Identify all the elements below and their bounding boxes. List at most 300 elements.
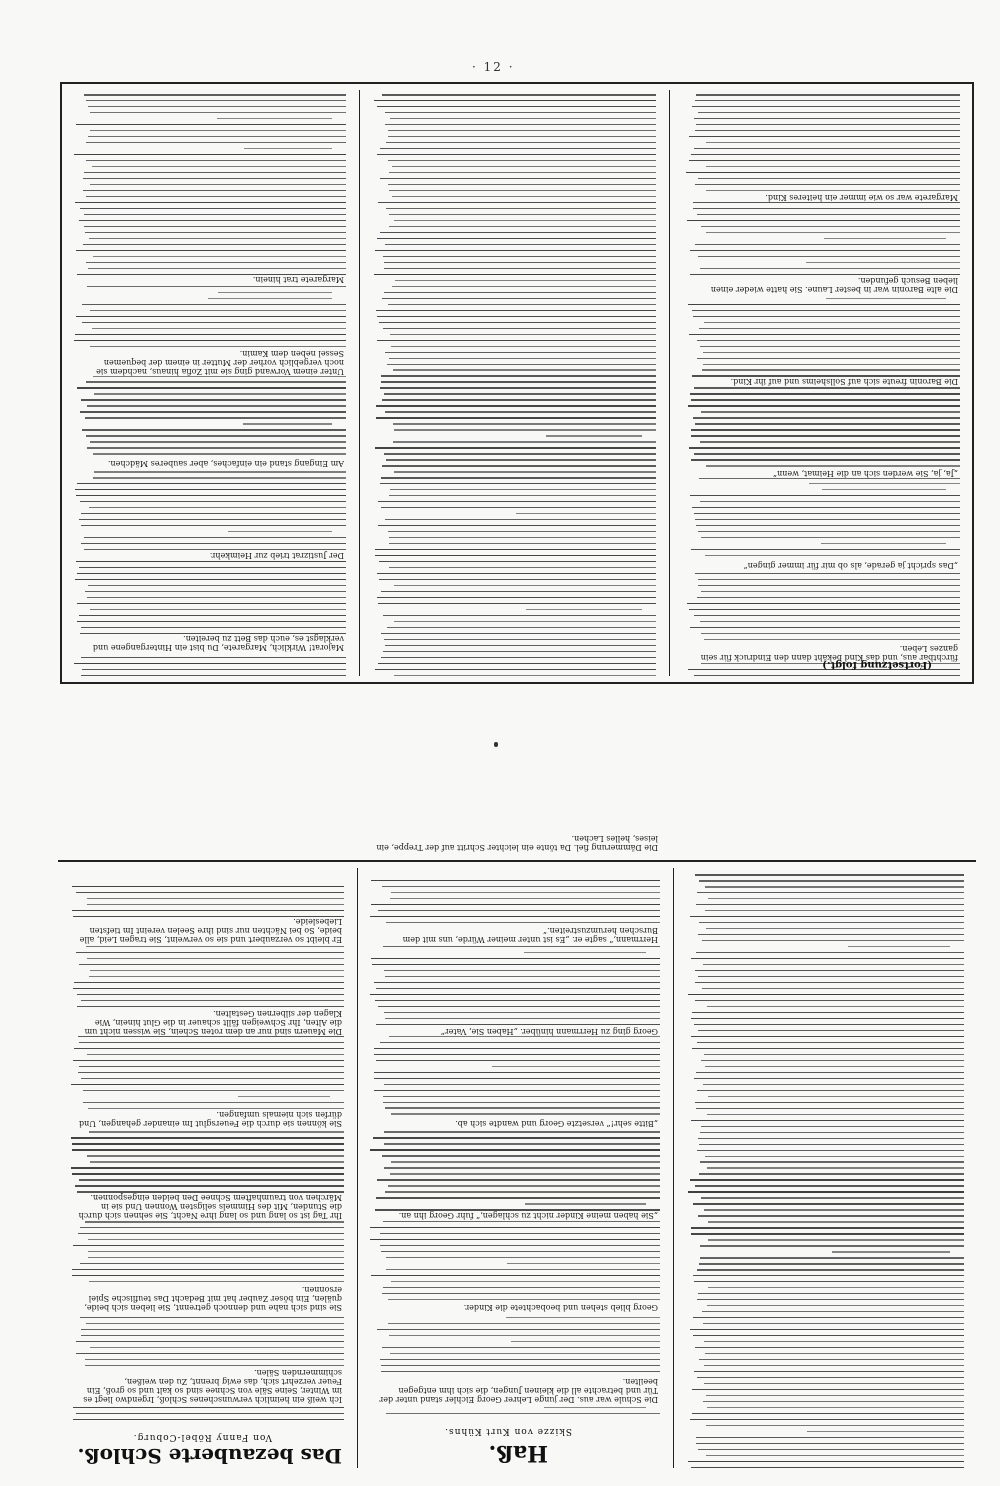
text-line bbox=[691, 1018, 964, 1019]
text-line bbox=[377, 340, 656, 341]
text-line bbox=[85, 1365, 344, 1366]
text-line bbox=[389, 537, 656, 538]
text-line bbox=[373, 1137, 660, 1138]
text-line bbox=[706, 190, 960, 191]
text-line bbox=[80, 1263, 344, 1264]
text-line bbox=[704, 1054, 964, 1055]
text-line bbox=[386, 1257, 660, 1258]
text-line bbox=[695, 184, 960, 185]
text-line bbox=[697, 340, 960, 341]
text-line bbox=[374, 1054, 660, 1055]
text-line bbox=[79, 220, 346, 221]
text-line bbox=[695, 244, 960, 245]
text-line bbox=[506, 1317, 660, 1318]
text-line bbox=[700, 1245, 964, 1246]
upper-article-box bbox=[60, 82, 974, 684]
text-line bbox=[82, 669, 346, 670]
text-block bbox=[374, 90, 656, 676]
text-line bbox=[73, 1419, 344, 1420]
text-line bbox=[692, 1413, 964, 1414]
text-line bbox=[388, 1299, 660, 1300]
text-line bbox=[701, 621, 961, 622]
text-line bbox=[692, 106, 960, 107]
text-line bbox=[524, 952, 646, 953]
text-line bbox=[706, 232, 960, 233]
text-line bbox=[701, 537, 960, 538]
text-line bbox=[383, 256, 656, 257]
text-line bbox=[389, 226, 656, 227]
text-line bbox=[691, 435, 960, 436]
story-column-2 bbox=[362, 834, 668, 1474]
text-line bbox=[228, 531, 332, 532]
text-line bbox=[690, 250, 960, 251]
text-line bbox=[389, 543, 656, 544]
text-line bbox=[378, 603, 656, 604]
text-line bbox=[384, 292, 656, 293]
text-line bbox=[377, 597, 656, 598]
text-line bbox=[77, 603, 346, 604]
text-line bbox=[707, 1006, 964, 1007]
text-line bbox=[703, 1401, 964, 1402]
paragraph: Die Dämmerung fiel. Da tönte ein leichter Schritt auf der Treppe, ein leises, helles Lachen. bbox=[370, 834, 660, 852]
text-line bbox=[380, 1233, 660, 1234]
text-line bbox=[389, 214, 656, 215]
text-line bbox=[688, 304, 960, 305]
text-line bbox=[697, 1377, 964, 1378]
text-line bbox=[708, 1287, 964, 1288]
text-line bbox=[393, 423, 656, 424]
text-line bbox=[697, 214, 960, 215]
text-line bbox=[86, 196, 346, 197]
text-line bbox=[71, 1137, 344, 1138]
text-line bbox=[507, 1263, 660, 1264]
text-line bbox=[388, 531, 656, 532]
text-line bbox=[90, 970, 344, 971]
text-line bbox=[84, 214, 346, 215]
text-line bbox=[383, 946, 660, 947]
text-line bbox=[82, 304, 346, 305]
text-line bbox=[698, 585, 960, 586]
text-line bbox=[696, 525, 960, 526]
text-line bbox=[78, 1233, 344, 1234]
text-line bbox=[695, 1102, 964, 1103]
text-line bbox=[822, 489, 946, 490]
text-line bbox=[81, 627, 346, 628]
text-line bbox=[389, 190, 656, 191]
text-line bbox=[696, 952, 964, 953]
paragraph: Majorat! Wirklich, Margarete, Du bist ein Hintergangene und verklagst es, euch das Bett zu bereiten. bbox=[74, 634, 346, 652]
text-line bbox=[87, 286, 346, 287]
text-line bbox=[703, 1323, 964, 1324]
text-line bbox=[691, 399, 960, 400]
text-line bbox=[693, 202, 960, 203]
text-line bbox=[694, 387, 960, 388]
text-line bbox=[832, 1251, 950, 1252]
text-line bbox=[391, 346, 656, 347]
text-line bbox=[698, 1138, 964, 1139]
text-line bbox=[697, 1443, 965, 1444]
text-line bbox=[72, 910, 344, 911]
text-line bbox=[82, 429, 346, 430]
text-line bbox=[75, 334, 346, 335]
text-line bbox=[88, 106, 346, 107]
paragraph: Die Mauern sind nur an dem roten Schein, Sie wissen nicht um die Alten, Ihr Schweigen fällt schauer in die Glut hinein, Wie Klagen der silbernen Gestalten. bbox=[70, 1009, 344, 1036]
text-line bbox=[84, 172, 346, 173]
text-line bbox=[385, 352, 656, 353]
text-line bbox=[93, 477, 346, 478]
text-line bbox=[388, 160, 656, 161]
text-line bbox=[377, 154, 656, 155]
text-line bbox=[703, 964, 964, 965]
text-line bbox=[81, 1329, 344, 1330]
text-line bbox=[689, 160, 960, 161]
text-line bbox=[76, 1413, 344, 1414]
text-line bbox=[377, 1179, 660, 1180]
text-line bbox=[377, 106, 656, 107]
text-line bbox=[691, 1233, 964, 1234]
text-line bbox=[76, 316, 346, 317]
text-line bbox=[379, 579, 656, 580]
text-line bbox=[71, 1167, 344, 1168]
text-line bbox=[384, 1167, 660, 1168]
text-line bbox=[691, 429, 960, 430]
text-line bbox=[701, 1126, 964, 1127]
text-line bbox=[84, 226, 346, 227]
text-line bbox=[707, 1167, 964, 1168]
text-line bbox=[698, 934, 964, 935]
text-line bbox=[238, 1096, 330, 1097]
text-line bbox=[703, 352, 960, 353]
text-line bbox=[88, 136, 346, 137]
text-line bbox=[701, 411, 960, 412]
paragraph: Ich weiß ein heimlich verwunschenes Schloß, Irgendwo liegt es im Winter, Seine Säle von Schnee sind so kalt und so groß, Ein Feuer verzehrt sich, das ewig brennt, Zu den weißen, schimmernden Sälen. bbox=[70, 1368, 344, 1404]
text-line bbox=[376, 1197, 660, 1198]
text-line bbox=[697, 597, 960, 598]
text-line bbox=[75, 202, 346, 203]
text-line bbox=[390, 1173, 660, 1174]
text-line bbox=[74, 663, 346, 664]
text-line bbox=[697, 892, 964, 893]
text-line bbox=[697, 1042, 964, 1043]
text-line bbox=[74, 340, 346, 341]
text-line bbox=[376, 1024, 660, 1025]
text-line bbox=[705, 555, 960, 556]
text-line bbox=[693, 316, 960, 317]
text-line bbox=[693, 1317, 964, 1318]
text-line bbox=[374, 1048, 660, 1049]
text-line bbox=[84, 537, 346, 538]
text-line bbox=[374, 982, 660, 983]
text-line bbox=[383, 1287, 660, 1288]
text-line bbox=[705, 1156, 964, 1157]
text-line bbox=[706, 928, 964, 929]
text-line bbox=[72, 1269, 344, 1270]
text-line bbox=[376, 1060, 660, 1061]
text-line bbox=[394, 621, 656, 622]
text-line bbox=[89, 976, 344, 977]
paragraph: „Das spricht ja gerade, als ob mir für immer gingen“ bbox=[686, 561, 960, 570]
text-line bbox=[77, 483, 346, 484]
text-line bbox=[375, 669, 656, 670]
text-line bbox=[76, 124, 346, 125]
text-line bbox=[690, 1179, 964, 1180]
text-line bbox=[693, 1203, 964, 1204]
text-line bbox=[698, 112, 960, 113]
text-line bbox=[394, 220, 656, 221]
text-line bbox=[375, 447, 656, 448]
text-line bbox=[90, 238, 347, 239]
text-line bbox=[699, 880, 964, 881]
text-line bbox=[699, 922, 964, 923]
text-line bbox=[85, 232, 346, 233]
print-mark bbox=[494, 742, 498, 747]
text-line bbox=[694, 453, 960, 454]
text-line bbox=[701, 1197, 964, 1198]
text-line bbox=[384, 268, 656, 269]
text-line bbox=[848, 946, 950, 947]
text-line bbox=[702, 370, 960, 371]
text-line bbox=[381, 507, 656, 508]
text-line bbox=[372, 958, 661, 959]
text-line bbox=[370, 1227, 660, 1228]
text-line bbox=[394, 585, 656, 586]
text-line bbox=[699, 1359, 964, 1360]
column-1 bbox=[678, 84, 968, 682]
text-line bbox=[707, 1407, 964, 1408]
text-line bbox=[390, 898, 660, 899]
text-line bbox=[389, 567, 656, 568]
text-line bbox=[90, 609, 346, 610]
text-line bbox=[371, 1275, 660, 1276]
paragraph: Unter einem Vorwand ging sie mit Zofia hinaus, nachdem sie noch vergeblich vorher der Mutter in einem der bequemen Sessel neben dem Kamin. bbox=[74, 349, 346, 376]
text-line bbox=[705, 886, 964, 887]
text-line bbox=[708, 1239, 964, 1240]
text-line bbox=[92, 166, 346, 167]
text-line bbox=[88, 268, 346, 269]
text-line bbox=[385, 976, 660, 977]
text-line bbox=[382, 1155, 660, 1156]
story-title: Haß. bbox=[488, 1440, 548, 1466]
paragraph: Er bleibt so verzaubert und sie so verweint, Sie tragen Leid, alle beide, So bei Nächten nur sind ihre Seelen vereint Im tiefsten Liebesleide. bbox=[70, 917, 344, 944]
paragraph: „Sie haben meine Kinder nicht zu schlagen,“ fuhr Georg ihn an. bbox=[370, 1211, 660, 1220]
text-line bbox=[380, 1245, 660, 1246]
text-line bbox=[381, 381, 656, 382]
text-line bbox=[698, 1030, 964, 1031]
text-line bbox=[690, 1419, 964, 1420]
text-line bbox=[695, 1347, 964, 1348]
text-line bbox=[688, 1461, 964, 1462]
text-line bbox=[377, 1329, 660, 1330]
text-line bbox=[698, 976, 964, 977]
text-line bbox=[697, 358, 960, 359]
text-line bbox=[94, 393, 346, 394]
text-line bbox=[695, 970, 964, 971]
text-line bbox=[76, 1341, 344, 1342]
text-line bbox=[80, 1227, 344, 1228]
text-line bbox=[696, 94, 960, 95]
text-line bbox=[691, 549, 960, 550]
text-line bbox=[88, 1257, 344, 1258]
text-line bbox=[378, 1006, 660, 1007]
text-line bbox=[74, 1048, 344, 1049]
text-line bbox=[701, 633, 960, 634]
text-line bbox=[691, 154, 960, 155]
text-line bbox=[376, 988, 660, 989]
text-line bbox=[692, 507, 960, 508]
text-line bbox=[516, 513, 656, 514]
text-line bbox=[379, 322, 656, 323]
text-line bbox=[386, 922, 660, 923]
text-line bbox=[388, 1185, 660, 1186]
text-line bbox=[695, 519, 960, 520]
text-line bbox=[83, 1090, 344, 1091]
text-line bbox=[384, 393, 656, 394]
text-line bbox=[76, 952, 344, 953]
text-line bbox=[86, 1323, 344, 1324]
text-line bbox=[381, 657, 656, 658]
text-line bbox=[389, 1335, 660, 1336]
text-line bbox=[79, 1179, 344, 1180]
text-line bbox=[87, 405, 346, 406]
text-line bbox=[698, 1293, 964, 1294]
text-line bbox=[85, 1359, 344, 1360]
text-line bbox=[83, 244, 346, 245]
text-line bbox=[388, 136, 656, 137]
text-line bbox=[693, 1275, 964, 1276]
text-line bbox=[381, 375, 656, 376]
text-line bbox=[380, 148, 656, 149]
text-line bbox=[79, 964, 344, 965]
text-line bbox=[380, 232, 656, 233]
text-line bbox=[806, 262, 960, 263]
text-line bbox=[706, 1425, 964, 1426]
text-line bbox=[694, 615, 960, 616]
paragraph: Die alte Baronin war in bester Laune. Sie hatte wieder einen lieben Besuch gefunden. bbox=[686, 276, 960, 294]
text-line bbox=[72, 1143, 344, 1144]
text-line bbox=[526, 609, 642, 610]
text-line bbox=[689, 136, 960, 137]
text-line bbox=[87, 904, 344, 905]
text-line bbox=[85, 417, 346, 418]
text-line bbox=[384, 1096, 661, 1097]
text-line bbox=[698, 1215, 964, 1216]
rotated-content-lower bbox=[58, 834, 976, 1474]
text-line bbox=[81, 513, 346, 514]
paragraph: Die Schule war aus. Der junge Lehrer Georg Eichler stand unter der Tür und betrachte all die kleinen Jungen, die sich ihm entgegen beeilten. bbox=[370, 1377, 660, 1404]
text-line bbox=[382, 886, 660, 887]
text-line bbox=[87, 898, 344, 899]
text-line bbox=[690, 627, 960, 628]
text-line bbox=[79, 1042, 344, 1043]
text-line bbox=[708, 1221, 964, 1222]
text-line bbox=[705, 1353, 964, 1354]
text-line bbox=[700, 268, 960, 269]
text-line bbox=[821, 543, 946, 544]
text-line bbox=[383, 1102, 660, 1103]
text-block bbox=[688, 868, 964, 1468]
text-line bbox=[688, 994, 964, 995]
text-line bbox=[702, 1311, 964, 1312]
text-line bbox=[390, 334, 656, 335]
text-line bbox=[80, 208, 346, 209]
text-line bbox=[385, 1018, 660, 1019]
text-line bbox=[375, 555, 656, 556]
text-line bbox=[87, 447, 346, 448]
text-line bbox=[385, 411, 656, 412]
rotated-content bbox=[62, 84, 972, 682]
text-line bbox=[85, 591, 346, 592]
text-line bbox=[695, 100, 960, 101]
text-line bbox=[687, 220, 960, 221]
text-line bbox=[706, 142, 960, 143]
paragraph: Georg ging zu Herrmann hinüber. „Haben Sie, Vater“ bbox=[370, 1027, 660, 1036]
text-line bbox=[376, 310, 656, 311]
text-line bbox=[824, 238, 946, 239]
text-line bbox=[383, 651, 656, 652]
text-line bbox=[90, 130, 346, 131]
text-line bbox=[704, 1365, 964, 1366]
text-line bbox=[385, 244, 656, 245]
paragraph: Die Baronin freute sich auf Sollsheims und auf ihr Kind. bbox=[686, 377, 960, 386]
text-line bbox=[694, 118, 960, 119]
text-line bbox=[384, 639, 656, 640]
text-line bbox=[385, 1108, 660, 1109]
text-line bbox=[74, 982, 344, 983]
text-line bbox=[73, 1245, 344, 1246]
text-line bbox=[382, 465, 656, 466]
text-line bbox=[370, 916, 660, 917]
text-line bbox=[694, 1281, 964, 1282]
text-line bbox=[72, 1173, 344, 1174]
text-line bbox=[388, 184, 656, 185]
text-line bbox=[90, 346, 346, 347]
text-line bbox=[374, 100, 656, 101]
text-line bbox=[378, 663, 656, 664]
text-line bbox=[385, 112, 656, 113]
text-line bbox=[704, 1383, 964, 1384]
text-line bbox=[376, 405, 656, 406]
paragraph: Herrmann,“ sagte er. „Es ist unter meiner Würde, uns mit dem Burschen herumzustreiten.“ bbox=[370, 926, 660, 944]
text-line bbox=[81, 1335, 344, 1336]
paragraph: Georg blieb stehen und beobachtete die Kinder. bbox=[370, 1303, 660, 1312]
text-line bbox=[696, 1108, 964, 1109]
text-line bbox=[375, 549, 656, 550]
text-line bbox=[90, 507, 347, 508]
text-line bbox=[700, 1257, 964, 1258]
text-line bbox=[381, 477, 656, 478]
text-line bbox=[704, 639, 960, 640]
text-line bbox=[687, 603, 960, 604]
text-line bbox=[701, 1060, 964, 1061]
text-line bbox=[381, 1251, 660, 1252]
text-line bbox=[383, 328, 656, 329]
column-3 bbox=[66, 84, 354, 682]
text-line bbox=[699, 1144, 964, 1145]
column-divider bbox=[673, 868, 674, 1468]
text-line bbox=[382, 1347, 660, 1348]
text-line bbox=[73, 1060, 344, 1061]
text-line bbox=[700, 1162, 964, 1163]
text-line bbox=[74, 154, 346, 155]
text-line bbox=[695, 423, 960, 424]
text-line bbox=[385, 519, 656, 520]
text-line bbox=[71, 1084, 344, 1085]
text-line bbox=[378, 525, 656, 526]
text-line bbox=[690, 393, 960, 394]
text-line bbox=[370, 994, 660, 995]
text-line bbox=[81, 1000, 344, 1001]
text-line bbox=[390, 489, 656, 490]
